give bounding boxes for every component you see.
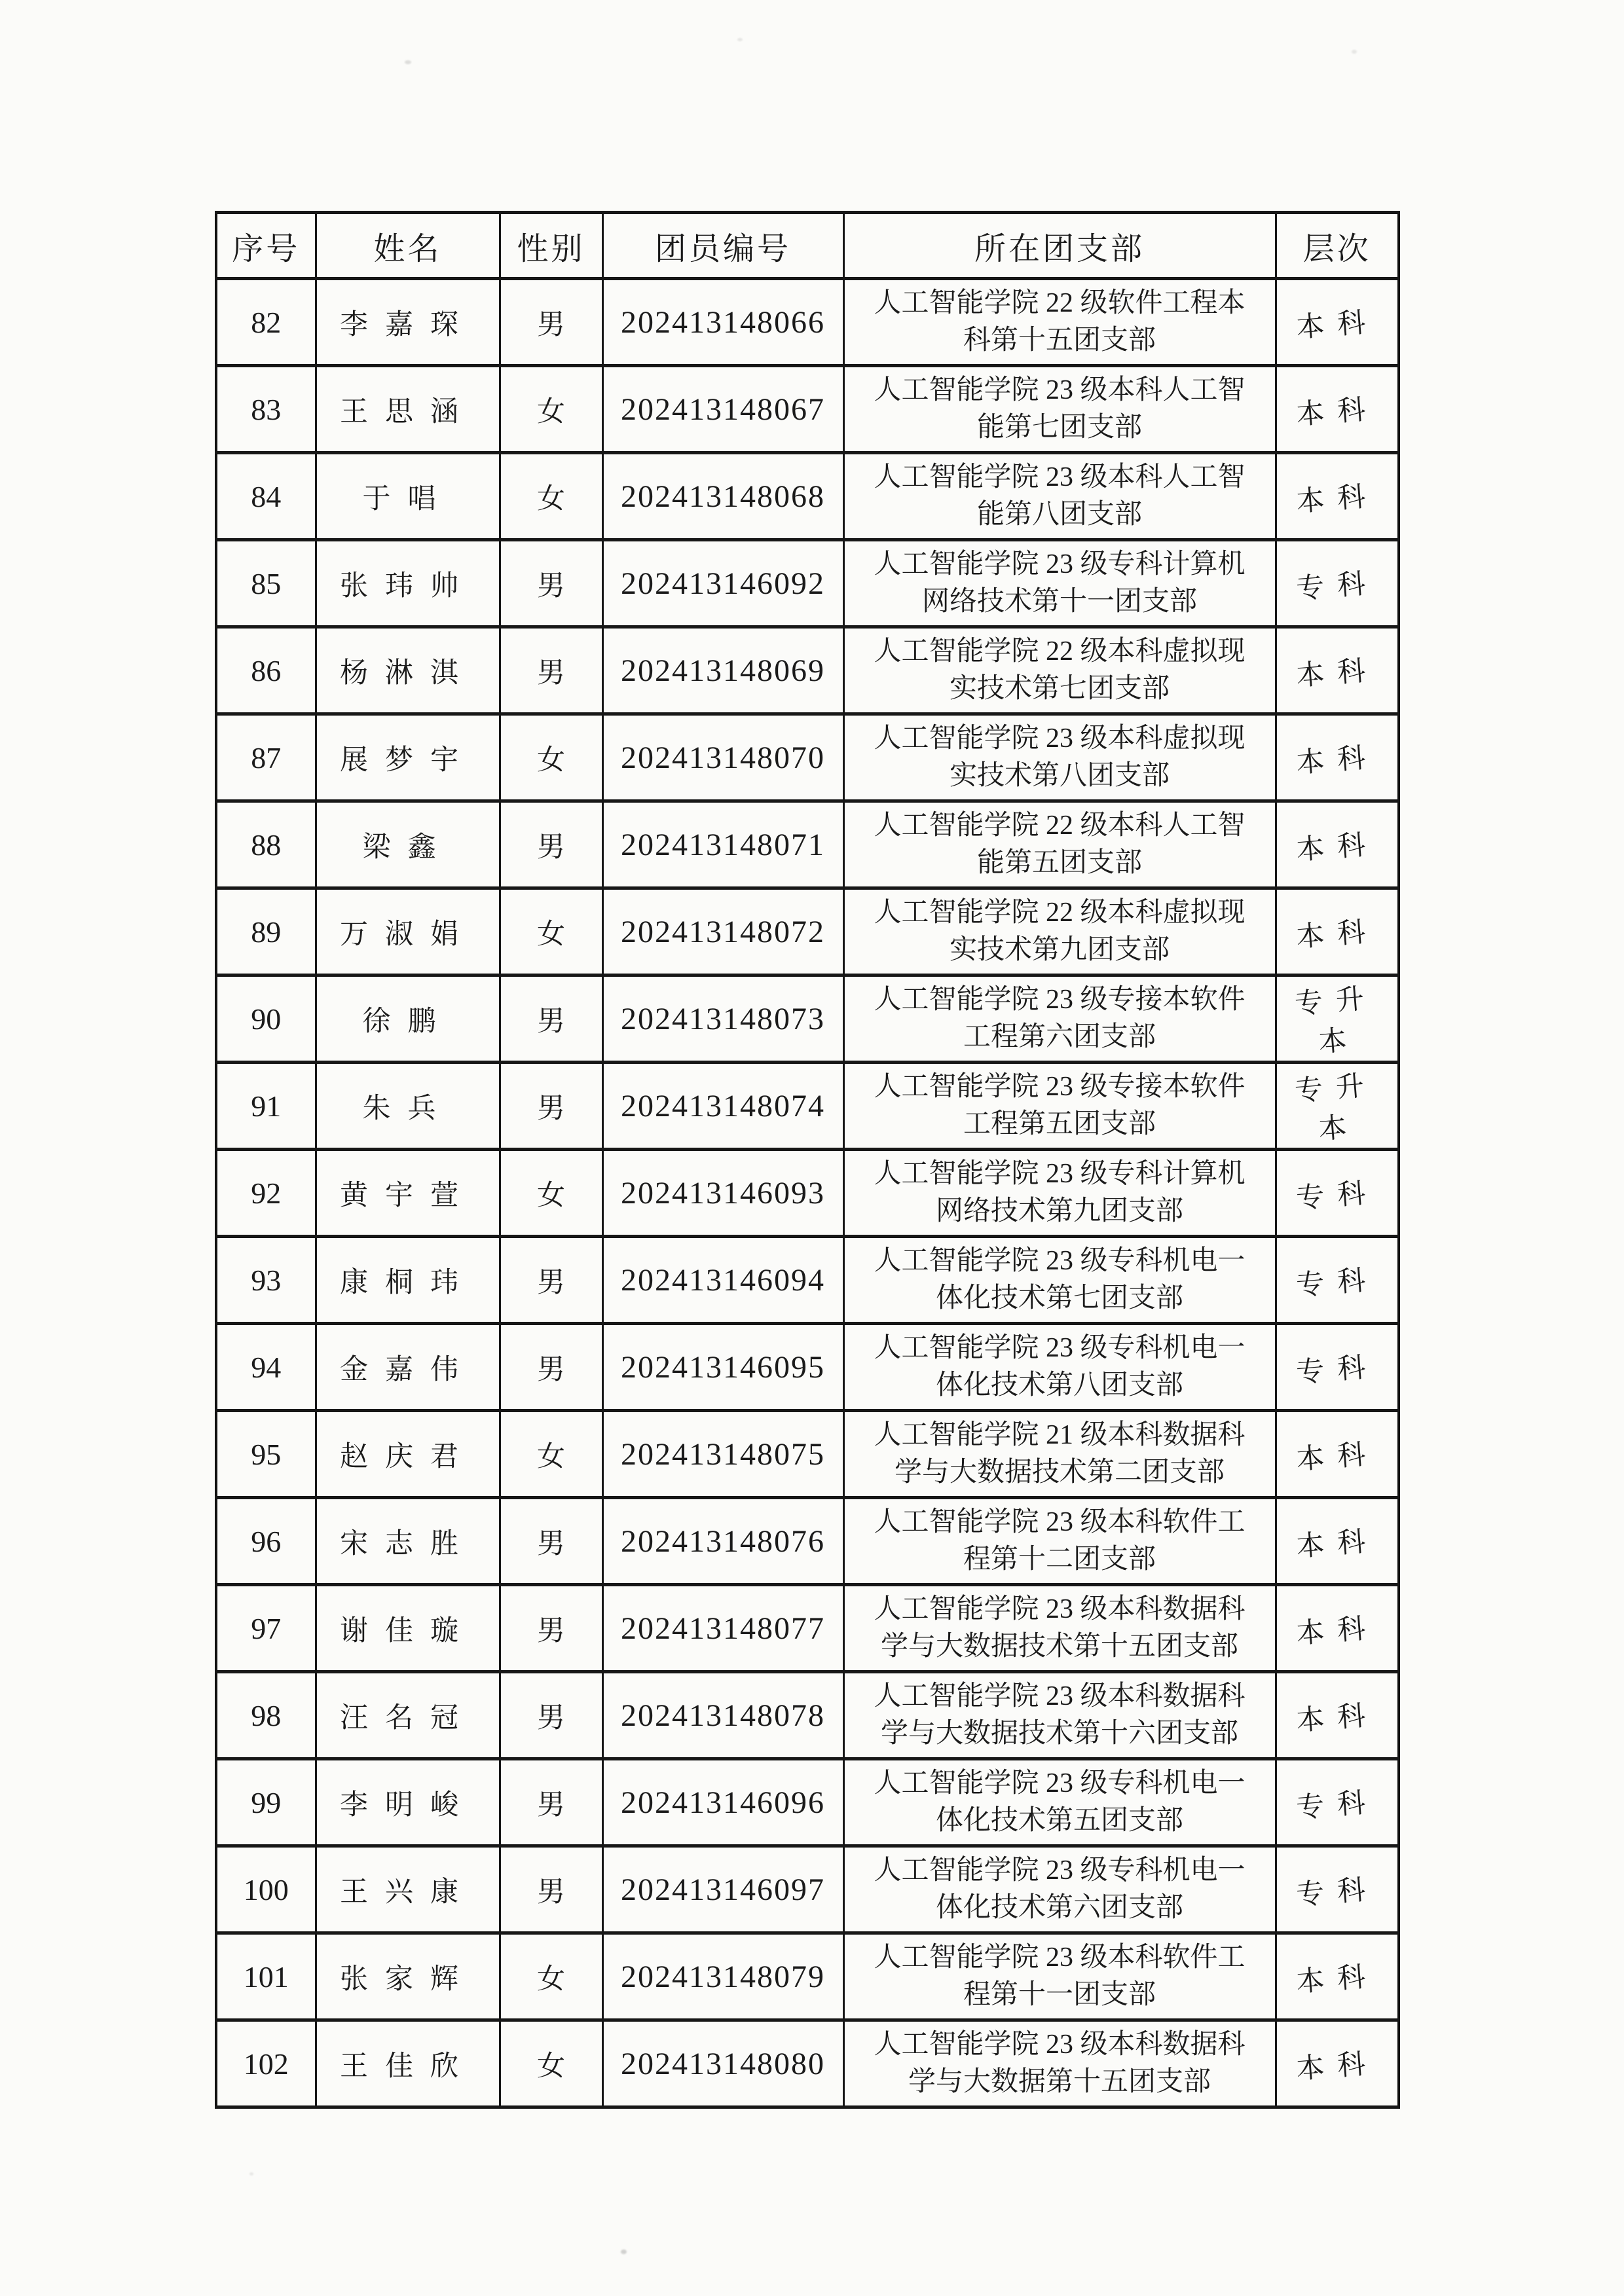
member-level: 本科 — [1295, 1960, 1380, 1998]
cell-name — [316, 1498, 500, 1585]
cell-level — [1276, 1498, 1399, 1585]
cell-branch: 人工智能学院 23 级专科机电一体化技术第七团支部 — [843, 1237, 1276, 1324]
cell-branch: 人工智能学院 23 级本科人工智能第八团支部 — [843, 453, 1276, 540]
cell-level — [1276, 366, 1399, 453]
cell-level — [1276, 1411, 1399, 1498]
cell-branch: 人工智能学院 22 级本科人工智能第五团支部 — [843, 801, 1276, 888]
header-gender: 性别 — [500, 213, 602, 279]
member-level: 本科 — [1295, 2047, 1380, 2085]
member-name: 王兴康 — [340, 1876, 475, 1908]
table-row — [216, 1063, 1399, 1150]
table-row — [216, 279, 1399, 366]
cell-branch: 人工智能学院 23 级专科机电一体化技术第八团支部 — [843, 1324, 1276, 1411]
member-name: 康桐玮 — [340, 1267, 475, 1298]
cell-name — [316, 1585, 500, 1672]
member-level: 专科 — [1295, 567, 1380, 605]
table-row — [216, 1411, 1399, 1498]
member-name: 展梦宇 — [340, 744, 475, 776]
member-level: 本科 — [1295, 741, 1380, 779]
cell-gender: 男 — [500, 540, 602, 627]
cell-name — [316, 366, 500, 453]
member-level: 专科 — [1295, 1264, 1380, 1302]
cell-level — [1276, 627, 1399, 714]
cell-gender: 男 — [500, 1324, 602, 1411]
member-level: 专科 — [1295, 1873, 1380, 1911]
cell-member-id: 202413148076 — [602, 1498, 843, 1585]
table-row — [216, 1933, 1399, 2020]
member-name: 于唱 — [362, 483, 453, 515]
member-level: 本科 — [1295, 306, 1380, 344]
member-name: 黄宇萱 — [340, 1180, 475, 1211]
table-row — [216, 888, 1399, 975]
cell-serial: 91 — [216, 1063, 316, 1150]
cell-serial: 101 — [216, 1933, 316, 2020]
cell-name — [316, 279, 500, 366]
member-level: 本科 — [1295, 1612, 1380, 1650]
member-name: 万淑娟 — [340, 919, 475, 950]
member-name: 宋志胜 — [340, 1528, 475, 1559]
table-row — [216, 366, 1399, 453]
cell-name — [316, 540, 500, 627]
cell-name — [316, 1063, 500, 1150]
cell-member-id: 202413148077 — [602, 1585, 843, 1672]
cell-member-id: 202413148072 — [602, 888, 843, 975]
table-row — [216, 975, 1399, 1063]
cell-serial: 102 — [216, 2020, 316, 2107]
cell-serial: 87 — [216, 714, 316, 801]
header-row — [216, 213, 1399, 279]
cell-serial: 96 — [216, 1498, 316, 1585]
cell-gender: 男 — [500, 801, 602, 888]
cell-member-id: 202413148073 — [602, 975, 843, 1063]
cell-branch: 人工智能学院 23 级本科软件工程第十一团支部 — [843, 1933, 1276, 2020]
cell-level — [1276, 975, 1399, 1063]
cell-branch: 人工智能学院 23 级本科数据科学与大数据第十五团支部 — [843, 2020, 1276, 2107]
cell-level — [1276, 2020, 1399, 2107]
cell-branch: 人工智能学院 22 级本科虚拟现实技术第九团支部 — [843, 888, 1276, 975]
table-row — [216, 540, 1399, 627]
cell-serial: 85 — [216, 540, 316, 627]
cell-branch: 人工智能学院 23 级本科数据科学与大数据技术第十五团支部 — [843, 1585, 1276, 1672]
cell-member-id: 202413146095 — [602, 1324, 843, 1411]
cell-name — [316, 1411, 500, 1498]
member-name: 梁鑫 — [362, 831, 453, 863]
cell-name — [316, 1237, 500, 1324]
member-name: 王佳欣 — [340, 2050, 475, 2082]
cell-level — [1276, 279, 1399, 366]
member-name: 谢佳璇 — [340, 1615, 475, 1647]
member-level: 本科 — [1295, 480, 1380, 518]
cell-name — [316, 1759, 500, 1846]
cell-gender: 男 — [500, 975, 602, 1063]
cell-name — [316, 627, 500, 714]
cell-member-id: 202413146094 — [602, 1237, 843, 1324]
cell-serial: 98 — [216, 1672, 316, 1759]
cell-gender: 女 — [500, 888, 602, 975]
cell-name — [316, 888, 500, 975]
member-level: 专科 — [1295, 1786, 1380, 1824]
cell-branch: 人工智能学院 23 级本科人工智能第七团支部 — [843, 366, 1276, 453]
cell-branch: 人工智能学院 23 级专科机电一体化技术第六团支部 — [843, 1846, 1276, 1933]
member-name: 朱兵 — [362, 1093, 453, 1124]
member-roster-table — [215, 211, 1400, 2109]
cell-branch: 人工智能学院 23 级专科计算机网络技术第十一团支部 — [843, 540, 1276, 627]
cell-serial: 83 — [216, 366, 316, 453]
cell-member-id: 202413148074 — [602, 1063, 843, 1150]
table-row — [216, 801, 1399, 888]
cell-name — [316, 1324, 500, 1411]
cell-level — [1276, 1933, 1399, 2020]
cell-gender: 男 — [500, 1063, 602, 1150]
cell-serial: 99 — [216, 1759, 316, 1846]
cell-name — [316, 714, 500, 801]
cell-member-id: 202413148080 — [602, 2020, 843, 2107]
header-branch: 所在团支部 — [843, 213, 1276, 279]
cell-serial: 94 — [216, 1324, 316, 1411]
table-row — [216, 714, 1399, 801]
cell-level — [1276, 1846, 1399, 1933]
member-table-body — [216, 279, 1399, 2107]
cell-name — [316, 453, 500, 540]
member-name: 金嘉伟 — [340, 1354, 475, 1385]
cell-gender: 女 — [500, 1150, 602, 1237]
cell-serial: 86 — [216, 627, 316, 714]
table-row — [216, 453, 1399, 540]
cell-serial: 97 — [216, 1585, 316, 1672]
cell-branch: 人工智能学院 22 级软件工程本科第十五团支部 — [843, 279, 1276, 366]
cell-serial: 95 — [216, 1411, 316, 1498]
cell-member-id: 202413148079 — [602, 1933, 843, 2020]
cell-serial: 82 — [216, 279, 316, 366]
cell-branch: 人工智能学院 21 级本科数据科学与大数据技术第二团支部 — [843, 1411, 1276, 1498]
cell-gender: 女 — [500, 1933, 602, 2020]
cell-branch: 人工智能学院 23 级专科机电一体化技术第五团支部 — [843, 1759, 1276, 1846]
table-row — [216, 1672, 1399, 1759]
cell-member-id: 202413148067 — [602, 366, 843, 453]
cell-member-id: 202413148078 — [602, 1672, 843, 1759]
member-level: 本科 — [1295, 1699, 1380, 1737]
table-row — [216, 1237, 1399, 1324]
member-level: 本科 — [1295, 1438, 1380, 1476]
cell-branch: 人工智能学院 23 级专科计算机网络技术第九团支部 — [843, 1150, 1276, 1237]
cell-member-id: 202413148066 — [602, 279, 843, 366]
cell-level — [1276, 1324, 1399, 1411]
member-level: 专升本 — [1293, 983, 1378, 1059]
cell-gender: 男 — [500, 1585, 602, 1672]
cell-branch: 人工智能学院 23 级本科虚拟现实技术第八团支部 — [843, 714, 1276, 801]
cell-level — [1276, 1672, 1399, 1759]
cell-name — [316, 801, 500, 888]
scan-speck — [405, 60, 411, 64]
cell-member-id: 202413146092 — [602, 540, 843, 627]
member-name: 张玮帅 — [340, 570, 475, 602]
cell-member-id: 202413148071 — [602, 801, 843, 888]
cell-member-id: 202413146097 — [602, 1846, 843, 1933]
cell-name — [316, 975, 500, 1063]
cell-gender: 女 — [500, 366, 602, 453]
member-name: 张家辉 — [340, 1963, 475, 1995]
cell-serial: 92 — [216, 1150, 316, 1237]
cell-gender: 女 — [500, 714, 602, 801]
member-level: 专科 — [1295, 1351, 1380, 1389]
cell-gender: 女 — [500, 1411, 602, 1498]
member-name: 徐鹏 — [362, 1006, 453, 1037]
cell-level — [1276, 1063, 1399, 1150]
cell-gender: 男 — [500, 1759, 602, 1846]
header-member-id: 团员编号 — [602, 213, 843, 279]
cell-member-id: 202413148075 — [602, 1411, 843, 1498]
cell-gender: 男 — [500, 1237, 602, 1324]
cell-serial: 89 — [216, 888, 316, 975]
cell-gender: 男 — [500, 627, 602, 714]
member-level: 本科 — [1295, 915, 1380, 953]
scan-speck — [1352, 50, 1357, 54]
table-row — [216, 2020, 1399, 2107]
scan-speck — [621, 2250, 627, 2254]
cell-level — [1276, 1150, 1399, 1237]
member-name: 汪名冠 — [340, 1702, 475, 1734]
cell-serial: 90 — [216, 975, 316, 1063]
scan-speck — [249, 2172, 253, 2176]
member-level: 本科 — [1295, 654, 1380, 692]
cell-serial: 100 — [216, 1846, 316, 1933]
cell-name — [316, 1672, 500, 1759]
member-level: 专科 — [1295, 1176, 1380, 1214]
header-level: 层次 — [1276, 213, 1399, 279]
cell-level — [1276, 1237, 1399, 1324]
member-name: 李明峻 — [340, 1789, 475, 1821]
member-level: 专升本 — [1293, 1070, 1378, 1146]
table-row — [216, 1846, 1399, 1933]
cell-gender: 男 — [500, 1846, 602, 1933]
cell-gender: 女 — [500, 2020, 602, 2107]
member-level: 本科 — [1295, 828, 1380, 866]
cell-member-id: 202413148068 — [602, 453, 843, 540]
cell-gender: 女 — [500, 453, 602, 540]
cell-branch: 人工智能学院 23 级专接本软件工程第六团支部 — [843, 975, 1276, 1063]
member-level: 本科 — [1295, 1525, 1380, 1563]
table-row — [216, 1759, 1399, 1846]
cell-gender: 男 — [500, 1672, 602, 1759]
cell-level — [1276, 1585, 1399, 1672]
cell-serial: 84 — [216, 453, 316, 540]
cell-member-id: 202413148069 — [602, 627, 843, 714]
cell-branch: 人工智能学院 23 级专接本软件工程第五团支部 — [843, 1063, 1276, 1150]
cell-level — [1276, 888, 1399, 975]
cell-member-id: 202413146093 — [602, 1150, 843, 1237]
cell-member-id: 202413148070 — [602, 714, 843, 801]
cell-branch: 人工智能学院 22 级本科虚拟现实技术第七团支部 — [843, 627, 1276, 714]
cell-branch: 人工智能学院 23 级本科数据科学与大数据技术第十六团支部 — [843, 1672, 1276, 1759]
table-row — [216, 1585, 1399, 1672]
member-name: 王思涵 — [340, 396, 475, 428]
cell-level — [1276, 714, 1399, 801]
table-header — [216, 213, 1399, 279]
member-level: 本科 — [1295, 393, 1380, 431]
table-row — [216, 627, 1399, 714]
table-row — [216, 1324, 1399, 1411]
cell-branch: 人工智能学院 23 级本科软件工程第十二团支部 — [843, 1498, 1276, 1585]
member-name: 赵庆君 — [340, 1441, 475, 1472]
cell-gender: 男 — [500, 279, 602, 366]
cell-level — [1276, 801, 1399, 888]
cell-serial: 88 — [216, 801, 316, 888]
cell-name — [316, 1846, 500, 1933]
cell-member-id: 202413146096 — [602, 1759, 843, 1846]
member-name: 李嘉琛 — [340, 309, 475, 340]
cell-name — [316, 2020, 500, 2107]
cell-name — [316, 1150, 500, 1237]
table-row — [216, 1498, 1399, 1585]
header-name: 姓名 — [316, 213, 500, 279]
scan-speck — [737, 38, 743, 41]
cell-level — [1276, 1759, 1399, 1846]
cell-gender: 男 — [500, 1498, 602, 1585]
table-row — [216, 1150, 1399, 1237]
cell-level — [1276, 540, 1399, 627]
cell-serial: 93 — [216, 1237, 316, 1324]
cell-name — [316, 1933, 500, 2020]
member-name: 杨淋淇 — [340, 657, 475, 689]
cell-level — [1276, 453, 1399, 540]
header-serial: 序号 — [216, 213, 316, 279]
